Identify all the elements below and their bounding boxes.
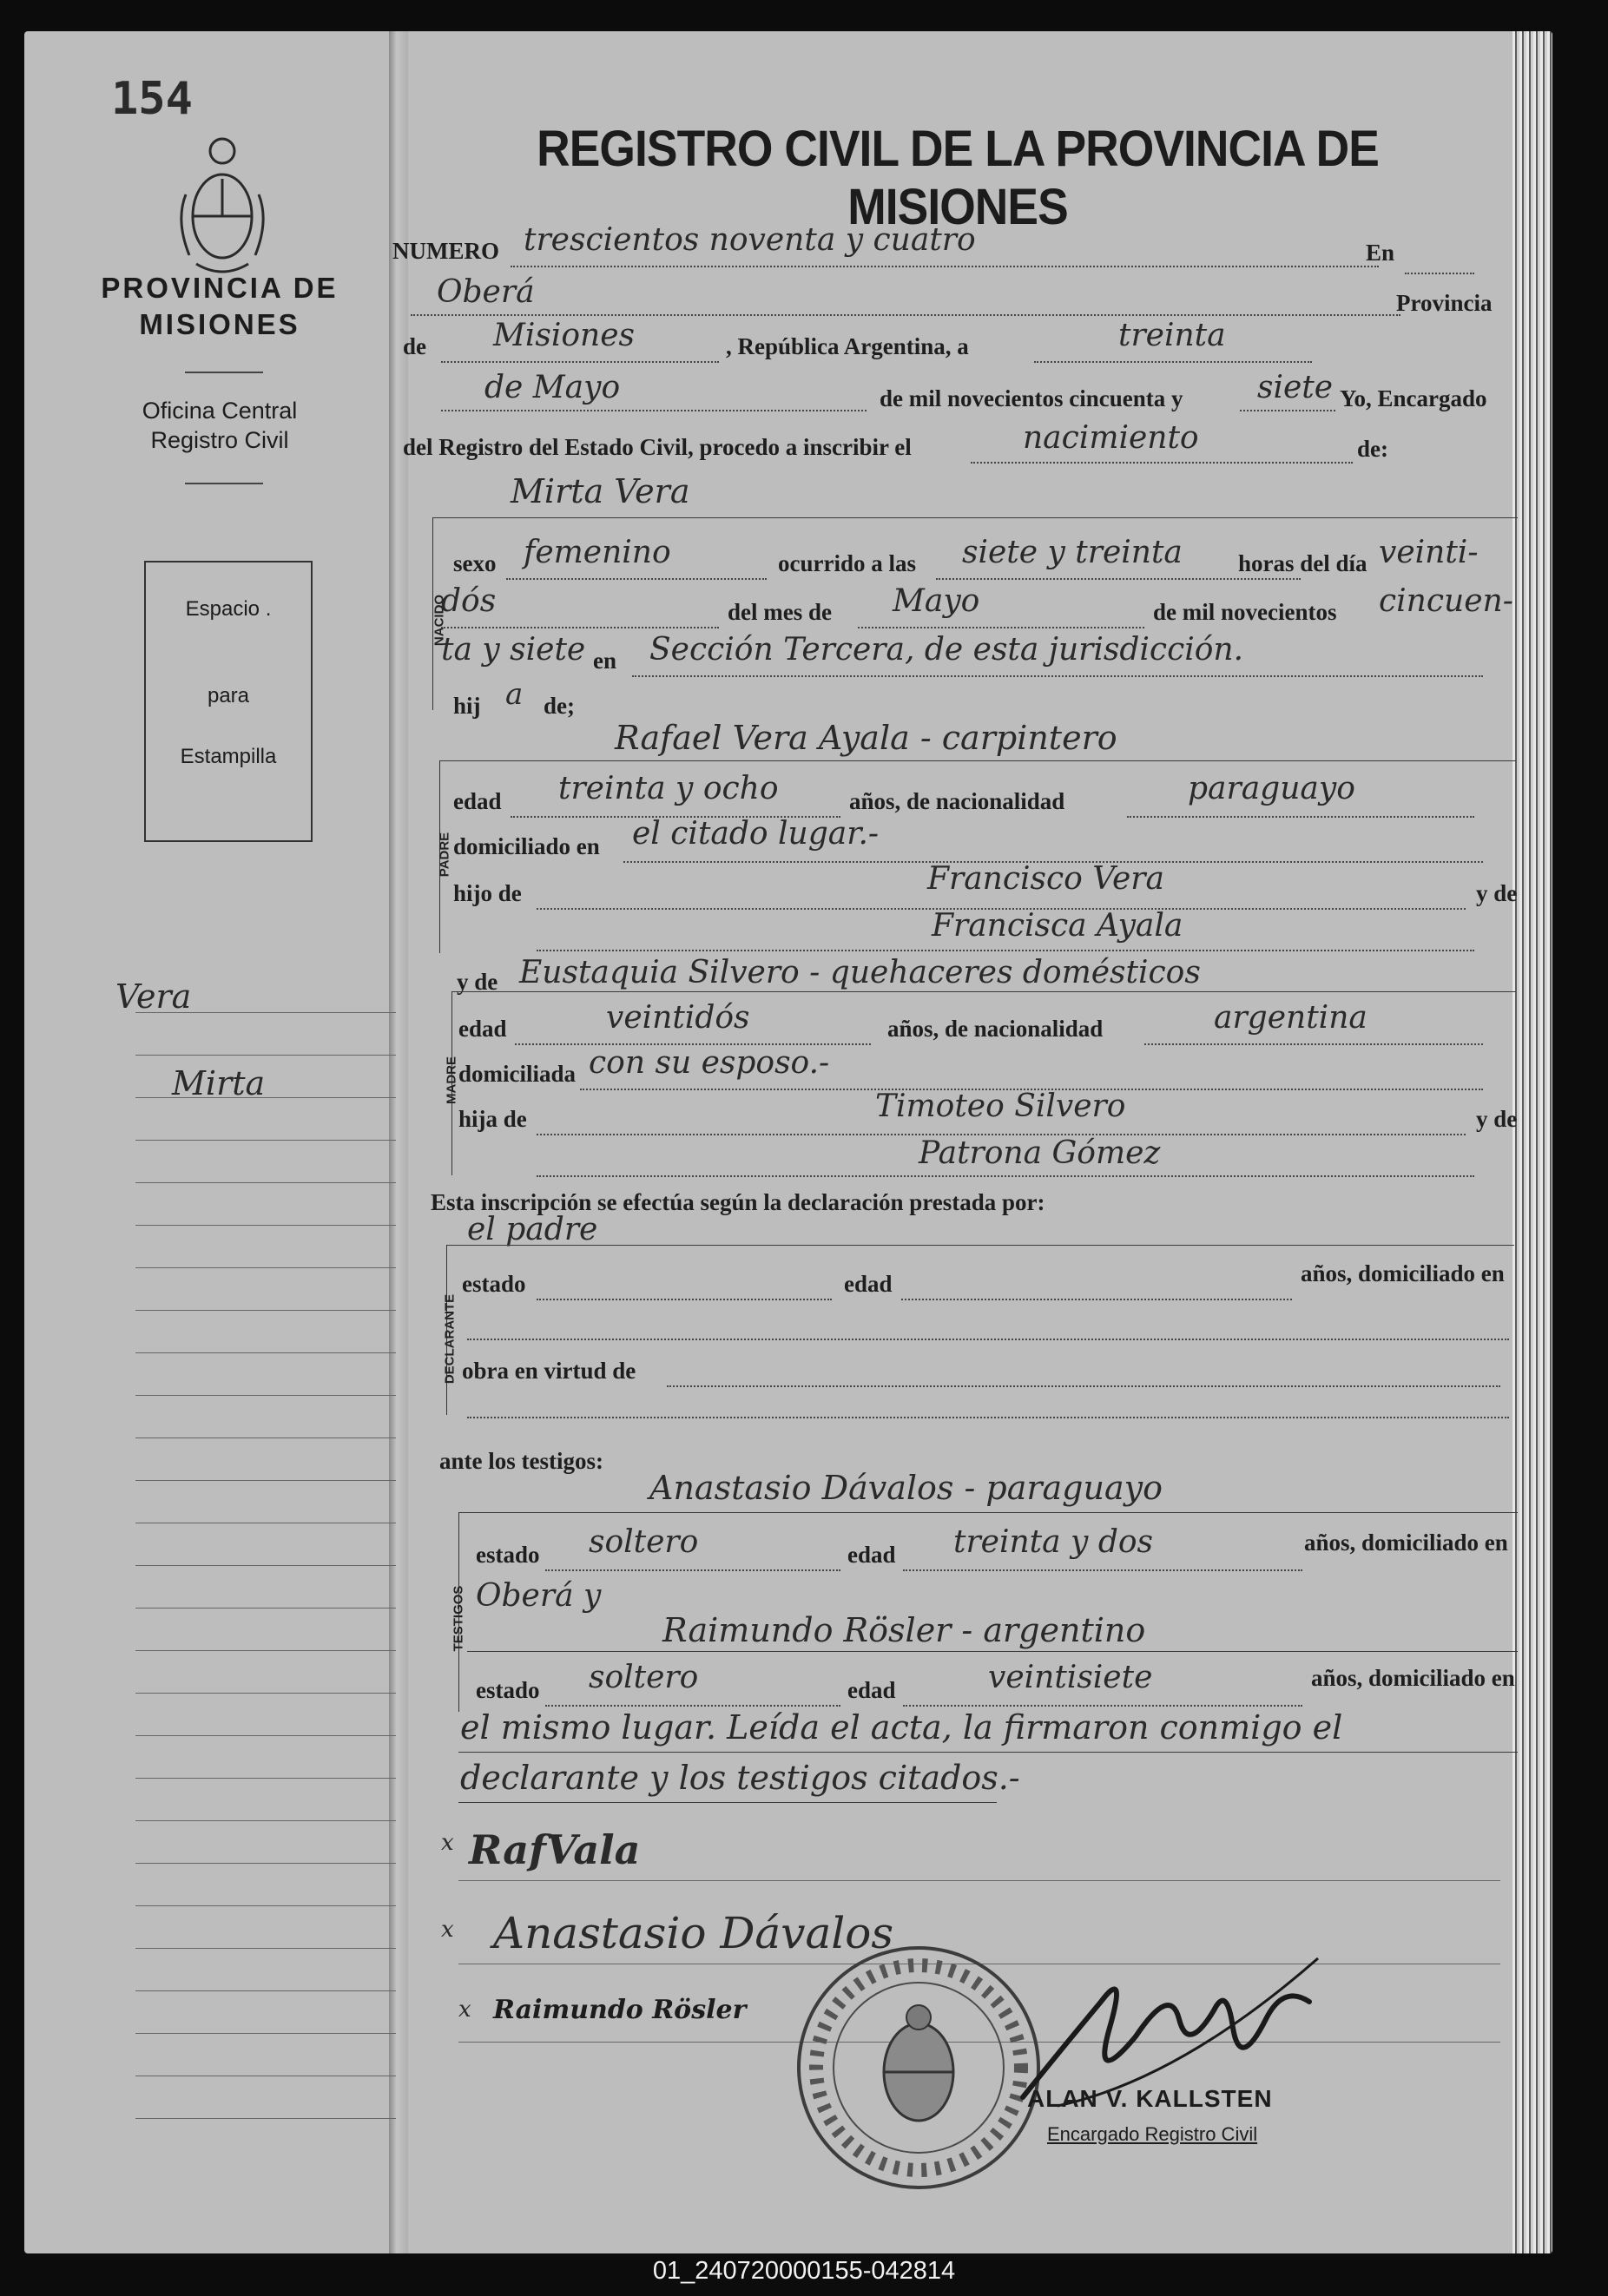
label-anos-dom-t1: años, domiciliado en [1304,1530,1508,1556]
entry-numero: trescientos noventa y cuatro [524,222,976,258]
label-anos-dom: años, domiciliado en [1301,1260,1505,1286]
margin-ruled-line [135,1352,396,1353]
label-sexo: sexo [453,550,497,576]
label-en-lower: en [593,648,616,674]
label-y-de-2: y de [1476,1106,1518,1132]
coat-of-arms-icon [170,134,274,281]
entry-provincia: Misiones [493,318,636,353]
entry-dia-nac-1: veinti- [1379,535,1479,570]
label-horas-dia: horas del día [1238,550,1367,576]
label-de-semi: de; [544,693,575,719]
entry-nombre: Mirta Vera [511,472,690,510]
label-hij: hij [453,693,481,719]
label-ante: ante los testigos: [439,1448,603,1474]
margin-ruled-line [135,2033,396,2034]
label-estado-t2: estado [476,1677,540,1703]
margin-ruled-line [135,1650,396,1651]
label-edad-d: edad [844,1271,893,1297]
margin-ruled-line [135,1565,396,1566]
entry-abuela-p: Francisca Ayala [932,908,1183,944]
label-provincia: Provincia [1396,290,1493,316]
label-domiciliada: domiciliada [458,1061,577,1087]
page-title: REGISTRO CIVIL DE LA PROVINCIA DE MISIONES [537,121,1379,235]
label-en: En [1366,240,1395,266]
entry-testigo1: Anastasio Dávalos - paraguayo [649,1469,1163,1507]
entry-declarante: el padre [467,1212,598,1247]
margin-surname: Vera [115,977,192,1016]
entry-t2-estado: soltero [589,1660,699,1695]
signature-mark: x [441,1917,454,1943]
signature-mark: x [458,1997,471,2023]
label-hija-de: hija de [458,1106,527,1132]
label-edad-p: edad [453,788,502,814]
entry-madre-edad: veintidós [606,1000,750,1036]
signature-testigo1: Anastasio Dávalos [493,1908,894,1958]
page-edges [1512,31,1552,2253]
margin-ruled-line [135,1778,396,1779]
divider [185,483,263,484]
official-title: Encargado Registro Civil [1047,2123,1258,2145]
entry-padre-edad: treinta y ocho [558,771,779,806]
label-hijo-de: hijo de [453,880,522,906]
label-yo-encargado: Yo, Encargado [1340,385,1487,411]
label-registro: del Registro del Estado Civil, procedo a inscribir el [403,434,912,460]
entry-lugar-nac: Sección Tercera, de esta jurisdicción. [649,632,1244,668]
entry-dia-nac-2: dós [441,583,497,619]
image-footer-label: 01_240720000155-042814 [652,2257,956,2285]
entry-anio: siete [1257,370,1334,405]
entry-madre-dom: con su esposo.- [589,1045,830,1081]
entry-abuela-m: Patrona Gómez [919,1135,1161,1171]
entry-t1-edad: treinta y dos [953,1524,1154,1560]
label-de: de [403,333,426,359]
entry-cierre-1: el mismo lugar. Leída el acta, la firmaron conmigo el [460,1708,1343,1747]
label-del-mes: del mes de [728,599,832,625]
label-estado: estado [462,1271,526,1297]
entry-cierre-2: declarante y los testigos citados.- [460,1759,1020,1797]
label-republica: , República Argentina, a [726,333,969,359]
margin-ruled-line [135,1990,396,1991]
official-name: ALAN V. KALLSTEN [1027,2085,1273,2112]
entry-padre-nac: paraguayo [1188,771,1355,806]
signature-declarante: RafVala [469,1826,641,1873]
label-obra: obra en virtud de [462,1358,636,1384]
section-padre: PADRE [437,832,452,878]
margin-ruled-line [135,2118,396,2119]
entry-anio-nac-1: cincuen- [1379,583,1513,619]
margin-ruled-line [135,1480,396,1481]
section-madre: MADRE [444,1056,459,1104]
folio-number: 154 [111,73,193,125]
margin-ruled-line [135,1437,396,1438]
book-gutter [389,31,408,2253]
signature-testigo2: Raimundo Rösler [493,1995,747,2025]
label-anos-nac: años, de nacionalidad [849,788,1065,814]
entry-abuelo-p: Francisco Vera [927,861,1164,897]
stamp-box [144,561,313,842]
margin-ruled-line [135,1182,396,1183]
stamp-label-3: Estampilla [180,745,277,768]
entry-dia: treinta [1118,318,1226,353]
stamp-label-2: para [207,684,250,707]
register-page [24,31,1552,2253]
entry-t2-edad: veintisiete [988,1660,1153,1695]
label-ocurrido: ocurrido a las [778,550,916,576]
margin-ruled-line [135,1863,396,1864]
entry-padre-dom: el citado lugar.- [632,816,880,852]
label-domiciliado-en: domiciliado en [453,833,600,859]
margin-ruled-line [135,1055,396,1056]
entry-anio-nac-2: ta y siete [441,632,586,668]
entry-localidad: Oberá [437,274,535,310]
label-edad-m: edad [458,1016,507,1042]
margin-ruled-line [135,1225,396,1226]
label-de-colon: de: [1357,436,1388,462]
entry-padre: Rafael Vera Ayala - carpintero [615,719,1117,757]
entry-mes-nac: Mayo [893,583,980,619]
label-declaracion: Esta inscripción se efectúa según la declaración prestada por: [431,1189,1045,1215]
entry-madre: Eustaquia Silvero - quehaceres domésticos [519,955,1201,990]
margin-ruled-line [135,1693,396,1694]
label-mil-nov: de mil novecientos [1153,599,1337,625]
entry-t1-dom: Oberá y [476,1578,602,1614]
label-anos-nac2: años, de nacionalidad [887,1016,1104,1042]
divider [185,372,263,373]
label-y-de-madre: y de [457,969,498,995]
section-testigos: TESTIGOS [451,1585,466,1652]
margin-ruled-line [135,1140,396,1141]
label-edad-t1: edad [847,1542,896,1568]
margin-ruled-line [135,1395,396,1396]
label-numero: NUMERO [392,238,499,264]
entry-hora: siete y treinta [962,535,1183,570]
margin-ruled-line [135,1735,396,1736]
section-nacido: NACIDO [432,594,447,647]
entry-mes: de Mayo [484,370,621,405]
label-anos-dom-t2: años, domiciliado en [1311,1665,1515,1691]
office-line2: Registro Civil [150,427,289,453]
signature-mark: x [441,1830,454,1856]
margin-ruled-line [135,1948,396,1949]
section-declarante: DECLARANTE [442,1293,458,1385]
entry-testigo2: Raimundo Rösler - argentino [662,1611,1146,1649]
entry-sexo: femenino [524,535,671,570]
entry-acto: nacimiento [1023,420,1199,456]
margin-ruled-line [135,1905,396,1906]
label-mil-novecientos: de mil novecientos cincuenta y [880,385,1183,411]
margin-ruled-line [135,1820,396,1821]
stamp-label-1: Espacio . [185,597,272,621]
label-y-de: y de [1476,880,1518,906]
margin-ruled-line [135,1310,396,1311]
entry-abuelo-m: Timoteo Silvero [875,1089,1126,1124]
margin-ruled-line [135,1267,396,1268]
margin-name: Mirta [172,1064,266,1102]
office-line1: Oficina Central [142,398,298,424]
label-edad-t2: edad [847,1677,896,1703]
entry-madre-nac: argentina [1214,1000,1367,1036]
entry-hij-suffix: a [505,677,524,712]
entry-t1-estado: soltero [589,1524,699,1560]
province-name: PROVINCIA DE MISIONES [101,272,339,340]
margin-ruled-line [135,1608,396,1609]
label-estado-t1: estado [476,1542,540,1568]
